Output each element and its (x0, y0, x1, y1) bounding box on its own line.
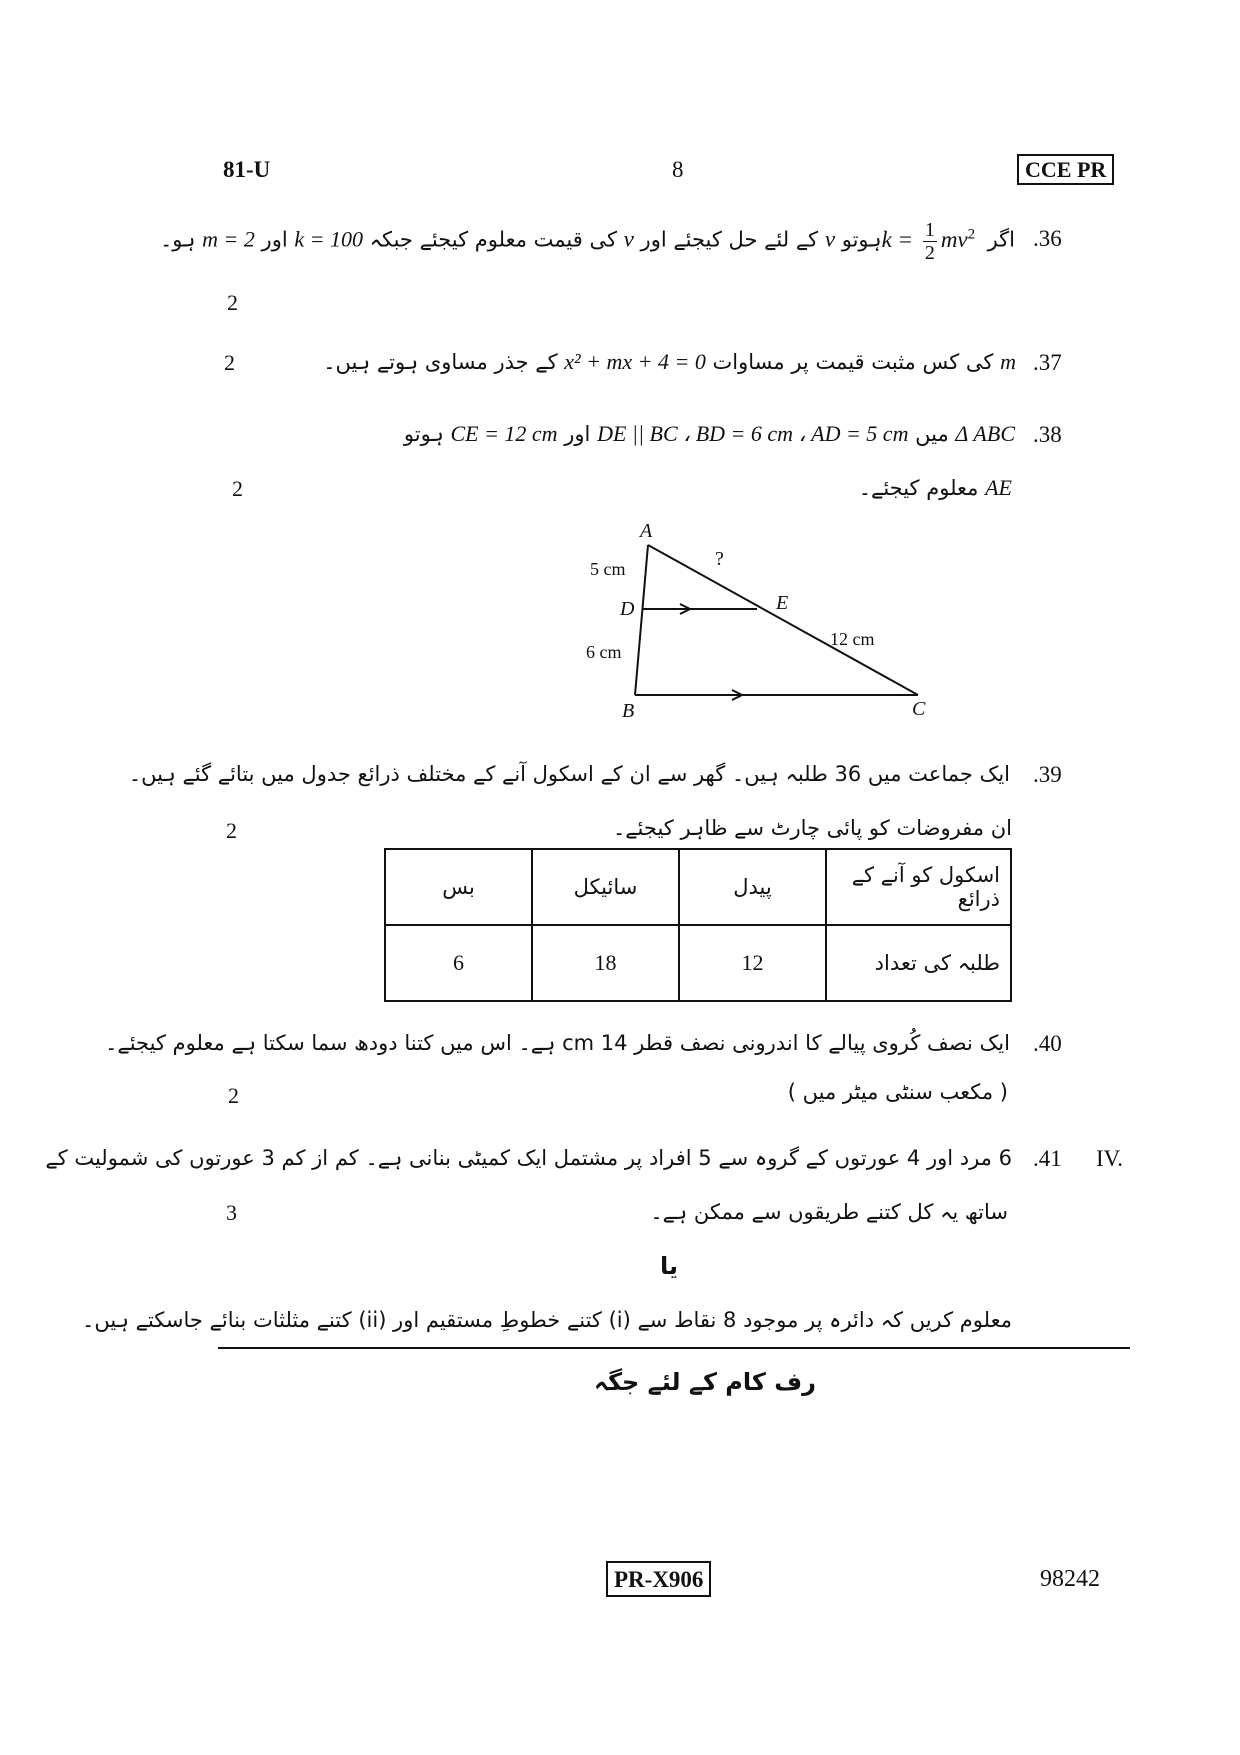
q38-marks: 2 (232, 476, 243, 501)
side-ac (648, 545, 918, 695)
q39-marks: 2 (226, 818, 237, 843)
q37-text: m کی کس مثبت قیمت پر مساوات x² + mx + 4 = 0 کے جذر مساوی ہوتے ہیں۔ (323, 349, 1016, 374)
table-cell: سائیکل (532, 849, 679, 925)
q40-marks: 2 (228, 1083, 239, 1108)
triangle-figure (560, 515, 960, 730)
table-cell: پیدل (679, 849, 826, 925)
label-d: D (620, 598, 635, 620)
side-ab (635, 545, 648, 695)
table-row (385, 925, 1011, 1001)
q38-line2: AE معلوم کیجئے۔ (858, 475, 1012, 500)
q38-line1: Δ ABC میں DE || BC ، BD = 6 cm ، AD = 5 cm اور CE = 12 cm ہوتو (403, 421, 1015, 446)
label-ad: 5 cm (590, 559, 626, 579)
section-number: IV. (1096, 1146, 1124, 1171)
q40-line1: ایک نصف کُروی پیالے کا اندرونی نصف قطر 14 cm ہے۔ اس میں کتنا دودھ سما سکتا ہے معلوم کیجئے۔ (105, 1031, 1010, 1055)
q40-number: .40 (1033, 1031, 1062, 1056)
q40-line2: ( مکعب سنٹی میٹر میں ) (787, 1080, 1008, 1104)
table-cell: 18 (532, 925, 679, 1001)
q36-text: اگر k = $\frac{1}{2}$ $mv^2$ ہوتو v کے لئے حل کیجئے اور v کی قیمت معلوم کیجئے جبکہ k = 100 اور m = 2 ہو۔ (159, 218, 1015, 264)
paper-type-box: CCE PR (1017, 154, 1114, 185)
q36-k-eq: k = (881, 226, 914, 252)
q41-number: .41 (1033, 1146, 1062, 1171)
footer-number: 98242 (1040, 1566, 1100, 1592)
table-header-label: اسکول کو آنے کے ذرائع (826, 849, 1011, 925)
q36-sup: 2 (967, 226, 976, 242)
label-a: A (640, 520, 653, 542)
footer-code-box: PR-X906 (606, 1561, 711, 1597)
label-b: B (622, 700, 635, 722)
q36-values: k = 100 (294, 226, 363, 252)
q41-line1: 6 مرد اور 4 عورتوں کے گروہ سے 5 افراد پر مشتمل ایک کمیٹی بنانی ہے۔ کم از کم 3 عورتوں کی شمولیت کے (45, 1146, 1012, 1170)
label-c: C (912, 698, 926, 720)
label-ec: 12 cm (830, 629, 875, 649)
or-label: یا (660, 1252, 679, 1280)
q37-equation: x² + mx + 4 = 0 (564, 349, 706, 374)
q39-line2: ان مفروضات کو پائی چارٹ سے ظاہر کیجئے۔ (612, 816, 1012, 840)
q36-if: اگر (987, 227, 1015, 252)
transport-table (384, 848, 1012, 1002)
q36-fraction: $\frac{1}{2}$ (924, 218, 935, 264)
label-db: 6 cm (586, 642, 622, 662)
q37-marks: 2 (224, 350, 235, 375)
q37-number: .37 (1033, 350, 1062, 375)
rough-work-label: رف کام کے لئے جگہ (594, 1368, 816, 1396)
label-e: E (776, 592, 789, 614)
label-question: ? (715, 548, 724, 570)
table-row-label: طلبہ کی تعداد (826, 925, 1011, 1001)
q41-line2: ساتھ یہ کل کتنے طریقوں سے ممکن ہے۔ (650, 1200, 1008, 1224)
q41-alternative: معلوم کریں کہ دائرہ پر موجود 8 نقاط سے (i) کتنے خطوطِ مستقیم اور (ii) کتنے مثلثات بنائے جاسکتے ہیں۔ (82, 1308, 1012, 1332)
table-cell: بس (385, 849, 532, 925)
q39-line1: ایک جماعت میں 36 طلبہ ہیں۔ گھر سے ان کے اسکول آنے کے مختلف ذرائع جدول میں بتائے گئے ہیں۔ (128, 762, 1010, 786)
divider-line (218, 1347, 1130, 1349)
q36-number: .36 (1033, 226, 1062, 251)
q39-number: .39 (1033, 762, 1062, 787)
q36-mv: mv (940, 226, 968, 252)
q38-number: .38 (1033, 422, 1062, 447)
q41-marks: 3 (226, 1200, 237, 1225)
paper-code: 81-U (223, 157, 271, 182)
table-cell: 6 (385, 925, 532, 1001)
q36-marks: 2 (227, 290, 238, 315)
table-header-row (385, 849, 1011, 925)
table-cell: 12 (679, 925, 826, 1001)
page-number: 8 (672, 157, 684, 182)
